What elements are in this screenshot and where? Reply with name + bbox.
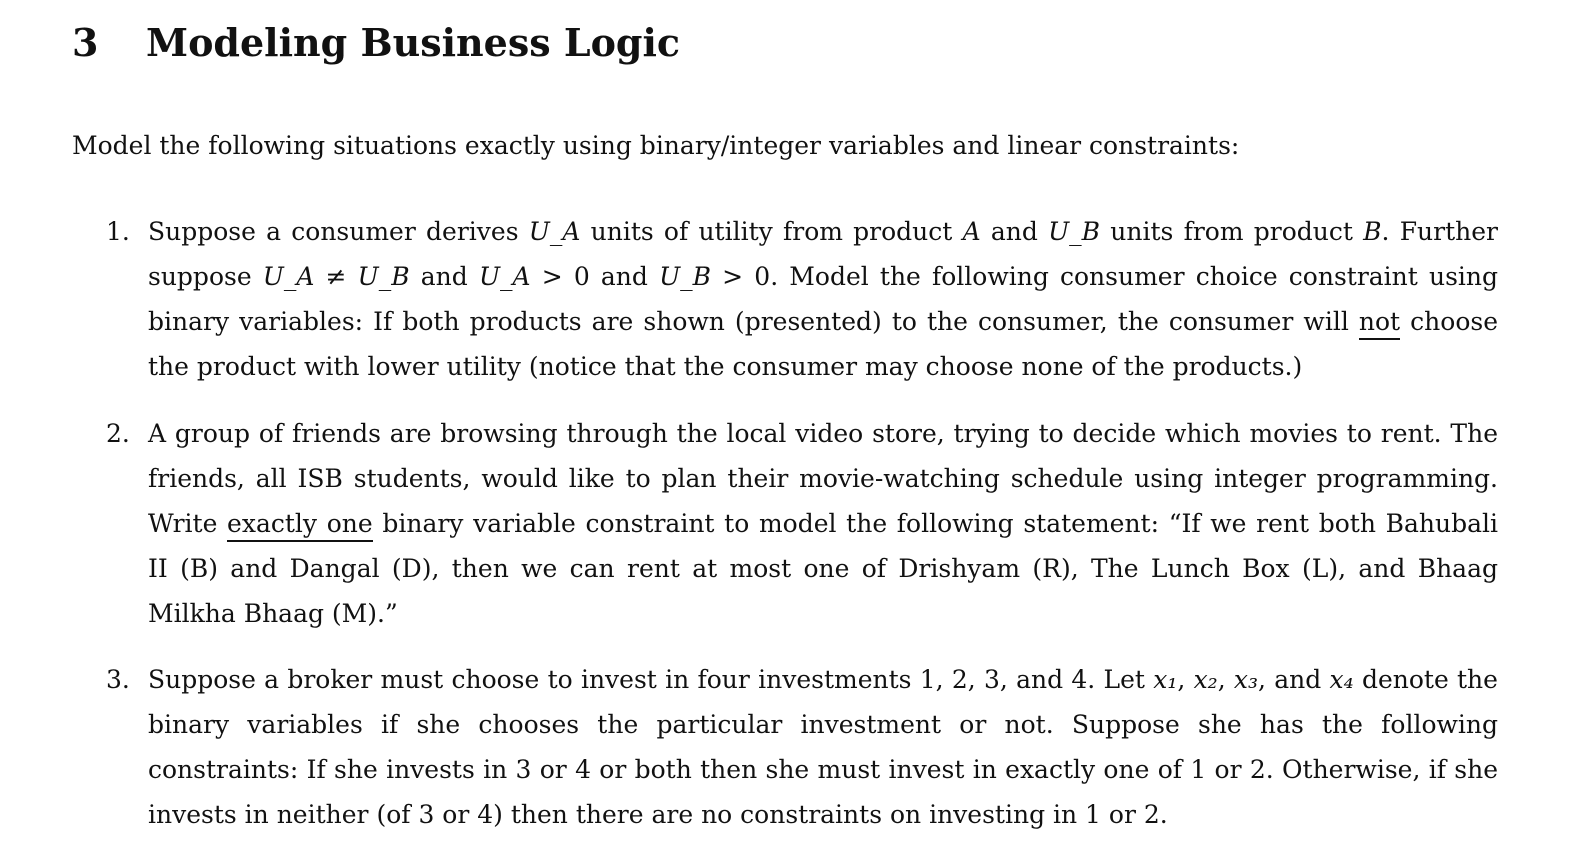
variable-x2: x₂ xyxy=(1193,665,1218,694)
problem-item-1 xyxy=(106,209,1498,389)
underlined-exactly-one: exactly one xyxy=(227,509,373,542)
intro-paragraph: Model the following situations exactly using binary/integer variables and linear constraints: xyxy=(72,131,1240,160)
problem-text: Suppose a consumer derives U_A units of utility from product A and U_B units from product B. Further suppose U_A ≠ U_B and U_A > 0 and U_B > 0. Model the following consumer choice constraint using binary variables: If both products are shown (presented) to the consumer, the consumer will not choose the product with lower utility (notice that the consumer may choose none of the products.) xyxy=(148,217,1499,381)
section-heading xyxy=(72,14,680,72)
problem-number: 3. xyxy=(106,665,130,694)
problem-item-2 xyxy=(106,411,1498,636)
problem-number: 1. xyxy=(106,217,130,246)
not-equal-sign: ≠ xyxy=(314,262,358,291)
problem-text: Suppose a broker must choose to invest in four investments 1, 2, 3, and 4. Let x₁, x₂, x₃, and x₄ denote the binary variables if she chooses the particular investment or not. Suppose she has the following constraints: If she invests in 3 or 4 or both then she must invest in exactly one of 1 or 2. Otherwise, if she invests in neither (of 3 or 4) then there are no constraints on investing in 1 or 2. xyxy=(148,665,1498,829)
underlined-not: not xyxy=(1359,307,1400,340)
utility-a-symbol: U_A xyxy=(478,262,531,291)
product-a-symbol: A xyxy=(962,217,981,246)
utility-b-symbol: U_B xyxy=(357,262,410,291)
utility-b-symbol: U_B xyxy=(659,262,712,291)
greater-than-zero: > 0 xyxy=(530,262,590,291)
utility-a-symbol: U_A xyxy=(262,262,315,291)
variable-x1: x₁ xyxy=(1153,665,1178,694)
problem-text: A group of friends are browsing through the local video store, trying to decide which movies to rent. The friends, all ISB students, would like to plan their movie-watching schedule using integer programming. Write exactly one binary variable constraint to model the following statement: “If we rent both Bahubali II (B) and Dangal (D), then we can rent at most one of Drishyam (R), The Lunch Box (L), and Bhaag Milkha Bhaag (M).” xyxy=(148,419,1498,628)
utility-b-symbol: U_B xyxy=(1048,217,1101,246)
greater-than-zero: > 0 xyxy=(711,262,771,291)
product-b-symbol: B xyxy=(1363,217,1382,246)
variable-x3: x₃ xyxy=(1233,665,1259,694)
section-number: 3 xyxy=(72,20,99,65)
utility-a-symbol: U_A xyxy=(528,217,581,246)
section-title: Modeling Business Logic xyxy=(146,20,681,65)
variable-x4: x₄ xyxy=(1329,665,1354,694)
problem-item-3 xyxy=(106,657,1498,837)
problem-number: 2. xyxy=(106,419,130,448)
